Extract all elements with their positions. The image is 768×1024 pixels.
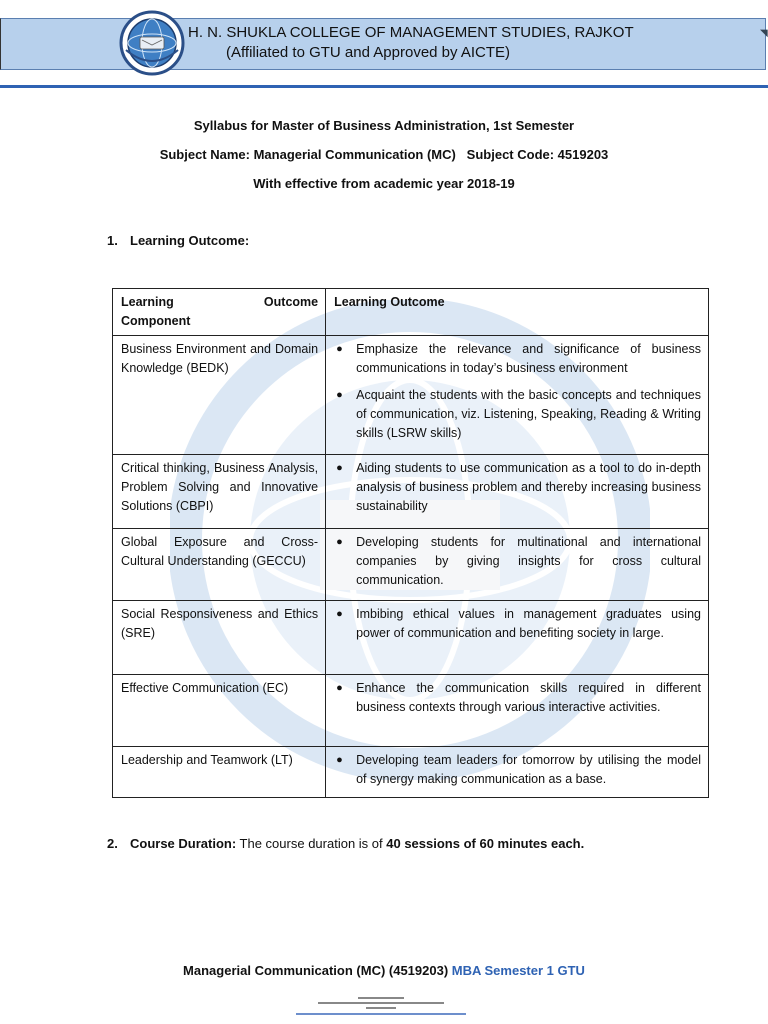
section-1-number: 1. — [107, 233, 118, 248]
component-cell: Leadership and Teamwork (LT) — [113, 747, 326, 798]
section-1-title: Learning Outcome: — [130, 233, 250, 248]
college-affiliation: (Affiliated to GTU and Approved by AICTE) — [226, 44, 511, 61]
outcome-item: ● Emphasize the relevance and significance of business communications in today’s business environment — [334, 340, 701, 378]
subject-line — [0, 147, 768, 162]
component-cell: Business Environment and Domain Knowledge (BEDK) — [113, 336, 326, 455]
subject-text: Subject Name: Managerial Communication (MC) Subject Code: 4519203 — [159, 147, 609, 162]
outcome-cell — [326, 336, 709, 455]
table-row — [113, 601, 709, 675]
college-name: H. N. SHUKLA COLLEGE OF MANAGEMENT STUDIES, RAJKOT — [188, 24, 634, 41]
header-rule — [0, 85, 768, 88]
footer-fine-print-icon — [288, 995, 474, 1019]
table-row — [113, 747, 709, 798]
table-row — [113, 675, 709, 747]
outcome-cell — [326, 601, 709, 675]
section-2-number: 2. — [107, 836, 118, 851]
table-header-row — [113, 289, 709, 336]
outcome-cell — [326, 675, 709, 747]
syllabus-title: Syllabus for Master of Business Administration, 1st Semester — [193, 118, 575, 133]
outcome-item: ● Developing students for multinational and international companies by giving insights for cross cultural communication. — [334, 533, 701, 590]
footer-subject: Managerial Communication (MC) (4519203) — [183, 963, 452, 978]
table-row — [113, 336, 709, 455]
learning-outcome-table — [112, 288, 709, 798]
page-footer — [0, 963, 768, 978]
college-logo-icon — [118, 10, 186, 76]
outcome-item: ● Aiding students to use communication as a tool to do in-depth analysis of business problem and thereby increasing business sustainability — [334, 459, 701, 516]
component-cell: Effective Communication (EC) — [113, 675, 326, 747]
outcome-item: ● Imbibing ethical values in management graduates using power of communication and benefiting society in large. — [334, 605, 701, 643]
footer-program: MBA Semester 1 GTU — [451, 963, 585, 978]
section-1-heading — [107, 233, 249, 248]
header-corner-mark: ◥ — [760, 28, 768, 39]
outcome-item: ● Enhance the communication skills required in different business contexts through various interactive activities. — [334, 679, 701, 717]
header-component-word-1: Learning — [121, 295, 174, 309]
outcome-cell — [326, 747, 709, 798]
header-component-word-3: Component — [121, 314, 191, 328]
section-2-text: The course duration is of — [236, 836, 387, 851]
outcome-cell — [326, 529, 709, 601]
outcome-item: ● Acquaint the students with the basic concepts and techniques of communication, viz. Listening, Speaking, Reading & Writing skills (LSRW skills) — [334, 386, 701, 443]
header-component — [113, 289, 326, 336]
table-row — [113, 529, 709, 601]
component-cell: Global Exposure and Cross-Cultural Understanding (GECCU) — [113, 529, 326, 601]
outcome-cell — [326, 455, 709, 529]
component-cell: Social Responsiveness and Ethics (SRE) — [113, 601, 326, 675]
outcome-item: ● Developing team leaders for tomorrow by utilising the model of synergy making communication as a base. — [334, 751, 701, 789]
table-row — [113, 455, 709, 529]
effective-year: With effective from academic year 2018-19 — [253, 176, 515, 191]
section-2-title: Course Duration: — [130, 836, 237, 851]
header-component-word-2: Outcome — [263, 295, 319, 309]
component-cell: Critical thinking, Business Analysis, Problem Solving and Innovative Solutions (CBPI) — [113, 455, 326, 529]
section-2-duration: 40 sessions of 60 minutes each. — [386, 836, 585, 851]
section-2-heading — [107, 836, 584, 851]
header-outcome: Learning Outcome — [326, 289, 709, 336]
